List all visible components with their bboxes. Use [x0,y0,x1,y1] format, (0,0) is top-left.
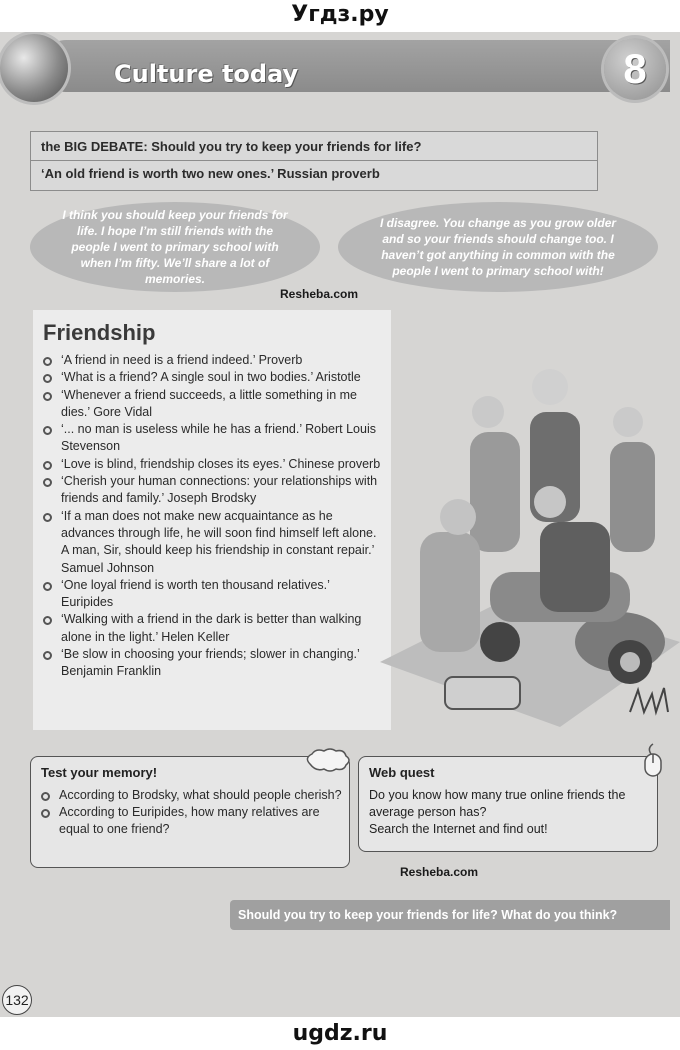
web-quest-body [369,787,647,838]
debate-proverb: ‘An old friend is worth two new ones.’ Russian proverb [41,166,380,181]
memory-question [37,787,343,804]
web-quest-line: Search the Internet and find out! [369,822,548,836]
memory-question-text: According to Brodsky, what should people cherish? [59,788,342,802]
quote-item [39,421,383,456]
site-header-label: Угдз.ру [291,2,389,27]
speech-bubble-agree [30,202,320,292]
quote-item [39,646,383,681]
watermark: Resheba.com [280,287,359,301]
debate-question: the BIG DEBATE: Should you try to keep your friends for life? [41,139,422,154]
quote-text: ‘Cherish your human connections: your relationships with friends and family.’ Joseph Brodsky [61,474,378,506]
memory-question-text: According to Euripides, how many relatives are equal to one friend? [59,805,320,836]
quote-item [39,352,383,369]
bullet-icon [43,374,52,383]
speech-bubble-text: I disagree. You change as you grow older and so your friends should change too. I haven’t got anything in common with the people I went to primary school with! [379,216,617,278]
quote-item [39,611,383,646]
quote-list [39,352,383,681]
bullet-icon [43,478,52,487]
section-banner [40,40,670,92]
unit-number-badge: 8 [604,38,666,100]
quote-text: ‘If a man does not make new acquaintance as he advances through life, he will soon find himself left alone. A man, Sir, should keep his friendship in constant repair.’ Samuel Johnson [61,508,377,575]
divider [31,160,597,161]
globe-icon [0,34,68,102]
bullet-icon [43,513,52,522]
memory-question [37,804,343,838]
web-quest-heading: Web quest [369,765,435,780]
quote-item [39,369,383,386]
test-memory-heading: Test your memory! [41,765,158,780]
watermark: Resheba.com [400,865,479,879]
bullet-icon [43,582,52,591]
bullet-icon [43,651,52,660]
bullet-icon [43,357,52,366]
web-quest-box [358,756,658,852]
quote-text: ‘Be slow in choosing your friends; slower in changing.’ Benjamin Franklin [61,647,360,679]
section-title: Culture today [114,60,299,88]
textbook-page [0,32,680,1017]
thought-bubble-icon [302,748,354,774]
quote-text: ‘One loyal friend is worth ten thousand relatives.’ Euripides [61,577,330,610]
computer-mouse-icon [640,742,666,778]
speech-bubble-text: I think you should keep your friends for life. I hope I’m still friends with the people I went to primary school with when I’m fifty. We’ll share a lot of memories. [62,208,288,286]
bullet-icon [41,809,50,818]
quote-text: ‘Walking with a friend in the dark is better than walking alone in the light.’ Helen Keller [61,612,362,644]
quote-text: ‘What is a friend? A single soul in two bodies.’ Aristotle [61,370,361,385]
bullet-icon [43,392,52,401]
page-number: 132 [2,985,32,1015]
debate-box [30,131,598,191]
bullet-icon [43,616,52,625]
quote-item [39,456,383,473]
memory-question-list [37,787,343,838]
speech-bubble-disagree [338,202,658,292]
bullet-icon [41,792,50,801]
bullet-icon [43,461,52,470]
quote-item [39,508,383,577]
closing-question-bar: Should you try to keep your friends for life? What do you think? [230,900,670,930]
quote-text: ‘... no man is useless while he has a friend.’ Robert Louis Stevenson [61,422,376,454]
friendship-title: Friendship [43,320,156,345]
bullet-icon [43,426,52,435]
site-footer-label: ugdz.ru [292,1021,388,1046]
quote-text: ‘Whenever a friend succeeds, a little something in me dies.’ Gore Vidal [61,387,357,419]
quote-text: ‘A friend in need is a friend indeed.’ Proverb [61,353,303,367]
quote-item [39,473,383,508]
quote-item [39,577,383,612]
friendship-quotes-card [33,310,391,730]
quote-text: ‘Love is blind, friendship closes its eyes.’ Chinese proverb [61,456,381,471]
quote-item [39,387,383,422]
friends-scooter-illustration [380,342,680,727]
web-quest-line: Do you know how many true online friends the average person has? [369,788,626,819]
